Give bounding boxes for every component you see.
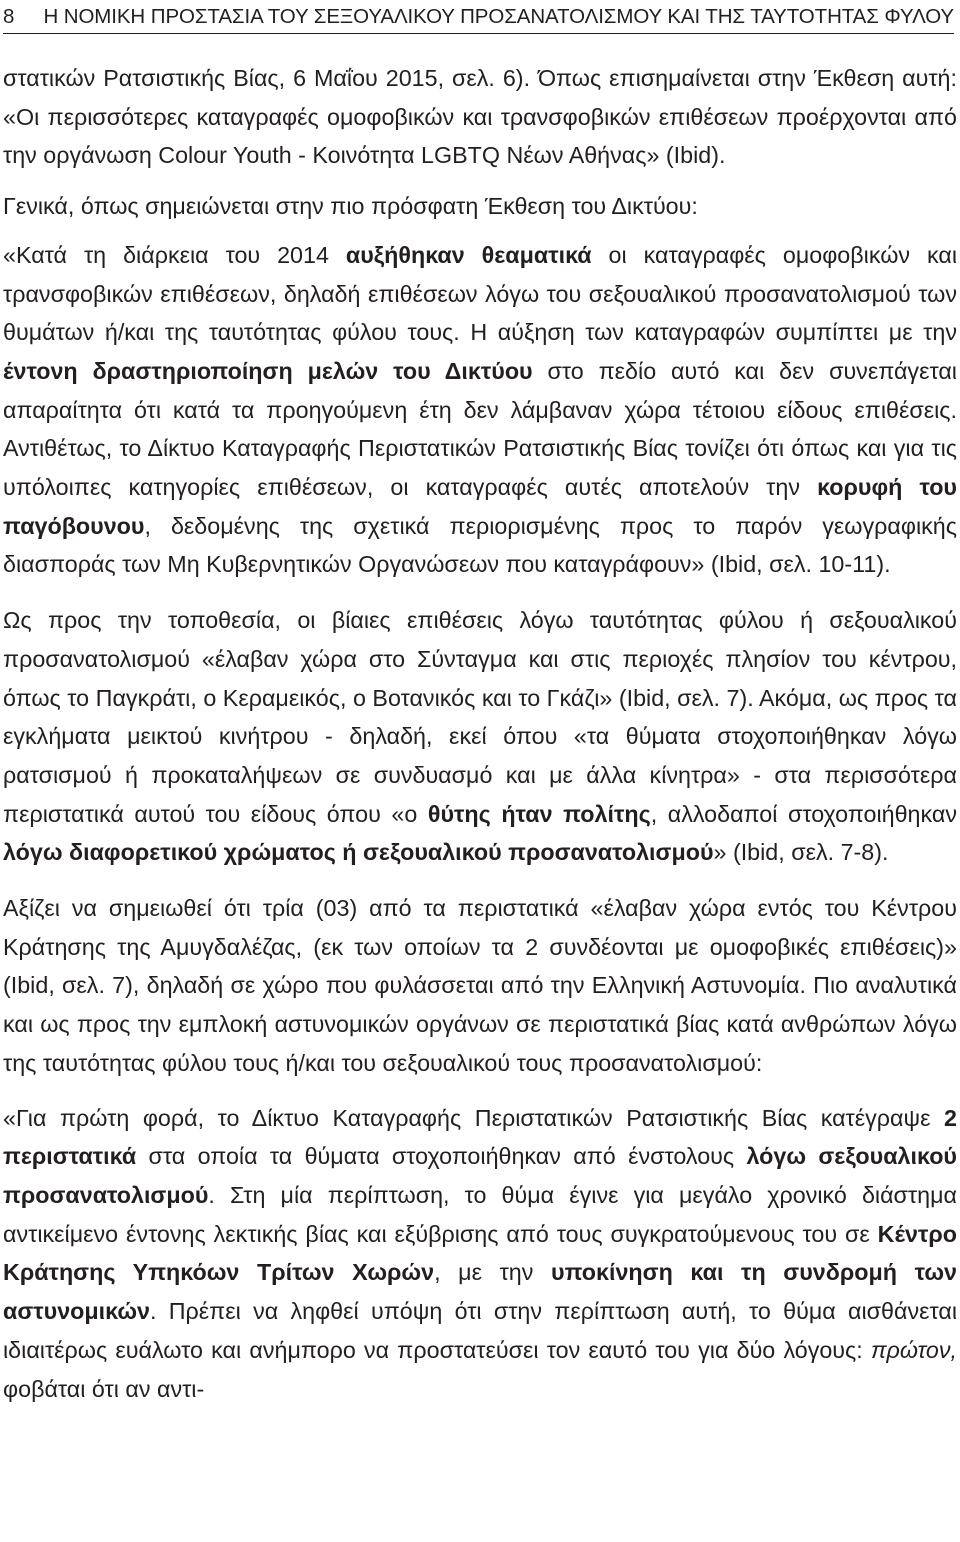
- paragraph-amygdaleza: [3, 889, 957, 1083]
- text-run: Ως προς την τοποθεσία, οι βίαιες επιθέσεις λόγω ταυτότητας φύλου ή σεξουαλικού προσανατολισμού «έλαβαν χώρα στο Σύνταγμα και στις περιοχές πλησίον του κέντρου, όπως το Παγκράτι, ο Κεραμεικός, ο Βοτανικός και το Γκάζι» (Ibid, σελ. 7). Ακόμα, ως προς τα εγκλήματα μεικτού κινήτρου - δηλαδή, εκεί όπου «τα θύματα στοχοποιήθηκαν λόγω ρατσισμού ή προκαταλήψεων σε συνδυασμό και με άλλα κίνητρα» - στα περισσότερα περιστατικά αυτού του είδους όπου «ο: [3, 607, 957, 827]
- bold-run: υποκίνηση και τη συνδρομή των αστυνομικών: [3, 1259, 958, 1325]
- text-run: , δεδομένης της σχετικά περιορισμένης προς το παρόν γεωγραφικής διασποράς των Μη Κυβερνητικών Οργανώσεων που καταγράφουν» (Ibid, σελ. 10-11).: [3, 512, 957, 578]
- text-run: «Για πρώτη φορά, το Δίκτυο Καταγραφής Περιστατικών Ρατσιστικής Βίας κατέγραψε: [3, 1104, 945, 1131]
- bold-run: έντονη δραστηριοποίηση μελών του Δικτύου: [3, 357, 533, 384]
- quote-paragraph-2: [3, 1099, 957, 1409]
- paragraph-location: [3, 601, 957, 872]
- body-text: [3, 59, 957, 1408]
- text-run: στο πεδίο αυτό και δεν συνεπάγεται απαραίτητα ότι κατά τα προηγούμενη έτη δεν λάμβαναν χώρα τέτοιου είδους επιθέσεις. Αντιθέτως, το Δίκτυο Καταγραφής Περιστατικών Ρατσιστικής Βίας τονίζει ότι όπως και για τις υπόλοιπες κατηγορίες επιθέσεων, οι καταγραφές αυτές αποτελούν την: [3, 357, 957, 501]
- paragraph-1: [3, 59, 957, 175]
- text-run: στα οποία τα θύματα στοχοποιήθηκαν από ένστολους: [136, 1143, 747, 1170]
- text-run: «Κατά τη διάρκεια του 2014: [3, 241, 346, 268]
- bold-run: κορυφή του παγόβουνου: [3, 474, 957, 539]
- bold-run: Κέντρο Κράτησης Υπηκόων Τρίτων Χωρών: [3, 1220, 957, 1286]
- running-header: [3, 0, 954, 34]
- paragraph-2: [3, 187, 957, 226]
- text-run: φοβάται ότι αν αντι-: [3, 1375, 205, 1402]
- bold-run: 2 περιστατικά: [3, 1104, 957, 1170]
- text-run: . Στη μία περίπτωση, το θύμα έγινε για μεγάλο χρονικό διάστημα αντικείμενο έντονης λεκτικής βίας και εξύβρισης από τους συγκρατούμενους του σε: [3, 1181, 957, 1247]
- bold-run: λόγω σεξουαλικού προσανατολισμού: [3, 1143, 957, 1208]
- italic-run: πρώτον,: [870, 1336, 957, 1363]
- bold-run: αυξήθηκαν θεαματικά: [345, 241, 592, 268]
- running-title: Η ΝΟΜΙΚΗ ΠΡΟΣΤΑΣΙΑ ΤΟΥ ΣΕΞΟΥΑΛΙΚΟΥ ΠΡΟΣΑΝΑΤΟΛΙΣΜΟΥ ΚΑΙ ΤΗΣ ΤΑΥΤΟΤΗΤΑΣ ΦΥΛΟΥ: [43, 4, 954, 28]
- text-run: οι καταγραφές ομοφοβικών και τρανσφοβικών επιθέσεων, δηλαδή επιθέσεων λόγω του σεξουαλικού προσανατολισμού των θυμάτων ή/και της ταυτότητας φύλου τους. Η αύξηση των καταγραφών συμπίπτει με την: [3, 241, 957, 346]
- text-run: , με την: [434, 1259, 552, 1286]
- bold-run: θύτης ήταν πολίτης: [427, 800, 651, 827]
- text-run: Αξίζει να σημειωθεί ότι τρία (03) από τα περιστατικά «έλαβαν χώρα εντός του Κέντρου Κράτησης της Αμυγδαλέζας, (εκ των οποίων τα 2 συνδέονται με ομοφοβικές επιθέσεις)» (Ibid, σελ. 7), δηλαδή σε χώρο που φυλάσσεται από την Ελληνική Αστυνομία. Πιο αναλυτικά και ως προς την εμπλοκή αστυνομικών οργάνων σε περιστατικά βίας κατά ανθρώπων λόγω της ταυτότητας φύλου τους ή/και του σεξουαλικού τους προσανατολισμού:: [3, 895, 957, 1076]
- text-run: , αλλοδαποί στοχοποιήθηκαν: [650, 800, 957, 827]
- text-run: στατικών Ρατσιστικής Βίας, 6 Μαΐου 2015, σελ. 6). Όπως επισημαίνεται στην Έκθεση αυτή: «Οι περισσότερες καταγραφές ομοφοβικών και τρανσφοβικών επιθέσεων προέρχονται από την οργάνωση Colour Youth - Κοινότητα LGBTQ Νέων Αθήνας» (Ibid).: [3, 65, 957, 169]
- text-run: » (Ibid, σελ. 7-8).: [713, 839, 889, 866]
- text-run: Γενικά, όπως σημειώνεται στην πιο πρόσφατη Έκθεση του Δικτύου:: [3, 193, 698, 220]
- quote-paragraph-1: [3, 236, 957, 584]
- text-run: . Πρέπει να ληφθεί υπόψη ότι στην περίπτωση αυτή, το θύμα αισθάνεται ιδιαιτέρως ευάλωτο και ανήμπορο να προστατεύσει τον εαυτό του για δύο λόγους:: [3, 1298, 957, 1363]
- bold-run: λόγω διαφορετικού χρώματος ή σεξουαλικού προσανατολισμού: [3, 839, 714, 866]
- page-number: 8: [3, 4, 15, 28]
